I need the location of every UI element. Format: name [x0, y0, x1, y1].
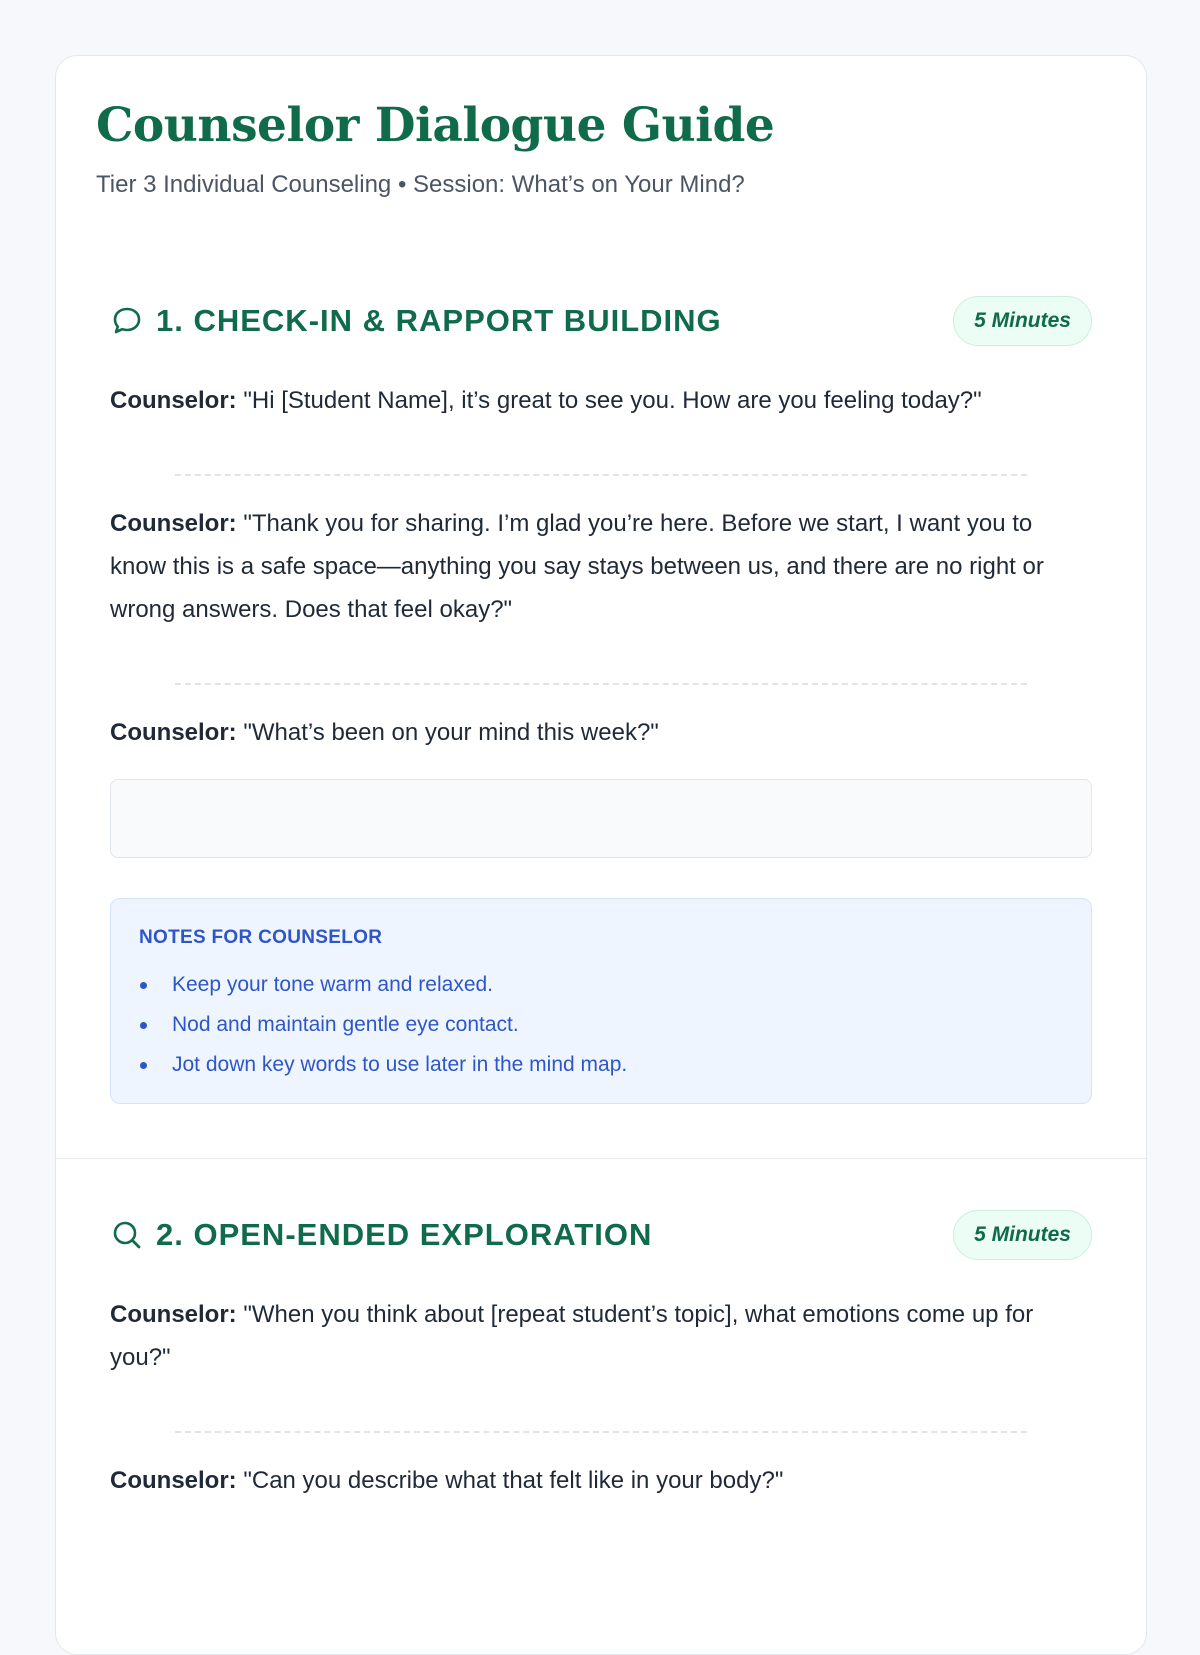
dialogue-line — [110, 1459, 1092, 1502]
notes-list — [139, 965, 1063, 1085]
notes-title: NOTES FOR COUNSELOR — [139, 927, 383, 948]
notes-item: Jot down key words to use later in the mind map. — [139, 1045, 1063, 1085]
speaker-label: Counselor: — [110, 719, 237, 746]
speaker-label: Counselor: — [110, 1301, 237, 1328]
section-title-group — [110, 303, 722, 339]
speaker-label: Counselor: — [110, 1467, 237, 1494]
dialogue-line — [110, 1293, 1092, 1379]
dashed-divider — [175, 1431, 1027, 1433]
dialogue-line — [110, 379, 1092, 422]
dialogue-line — [110, 711, 1092, 754]
speaker-label: Counselor: — [110, 510, 237, 537]
search-icon — [110, 1218, 144, 1252]
dashed-divider — [175, 474, 1027, 476]
dashed-divider — [175, 683, 1027, 685]
page-header — [56, 56, 1146, 256]
dialogue-text: "Thank you for sharing. I’m glad you’re here. Before we start, I want you to know this is a safe space—anything you say stays between us, and there are no right or wrong answers. Does that feel okay?" — [110, 510, 1044, 623]
dialogue-text: "When you think about [repeat student’s topic], what emotions come up for you?" — [110, 1301, 1034, 1371]
dialogue-text: "What’s been on your mind this week?" — [236, 719, 659, 746]
section-header — [110, 293, 1092, 349]
dialogue-text: "Hi [Student Name], it’s great to see you. How are you feeling today?" — [236, 387, 982, 414]
section-check-in — [56, 256, 1146, 1104]
speech-bubble-icon — [110, 304, 144, 338]
duration-badge: 5 Minutes — [953, 1210, 1092, 1260]
duration-badge: 5 Minutes — [953, 296, 1092, 346]
page-subtitle: Tier 3 Individual Counseling • Session: What’s on Your Mind? — [96, 171, 745, 198]
student-response-field[interactable] — [110, 779, 1092, 858]
counselor-notes — [110, 898, 1092, 1104]
section-exploration — [56, 1159, 1146, 1502]
page-title: Counselor Dialogue Guide — [96, 98, 775, 153]
section-title: 1. CHECK-IN & RAPPORT BUILDING — [156, 303, 722, 338]
section-title-group — [110, 1217, 652, 1253]
section-title: 2. OPEN-ENDED EXPLORATION — [156, 1217, 653, 1252]
section-header — [110, 1207, 1092, 1263]
guide-card — [55, 55, 1147, 1655]
dialogue-text: "Can you describe what that felt like in your body?" — [236, 1467, 784, 1494]
dialogue-line — [110, 502, 1092, 631]
notes-item: Nod and maintain gentle eye contact. — [139, 1005, 1063, 1045]
speaker-label: Counselor: — [110, 387, 237, 414]
notes-item: Keep your tone warm and relaxed. — [139, 965, 1063, 1005]
